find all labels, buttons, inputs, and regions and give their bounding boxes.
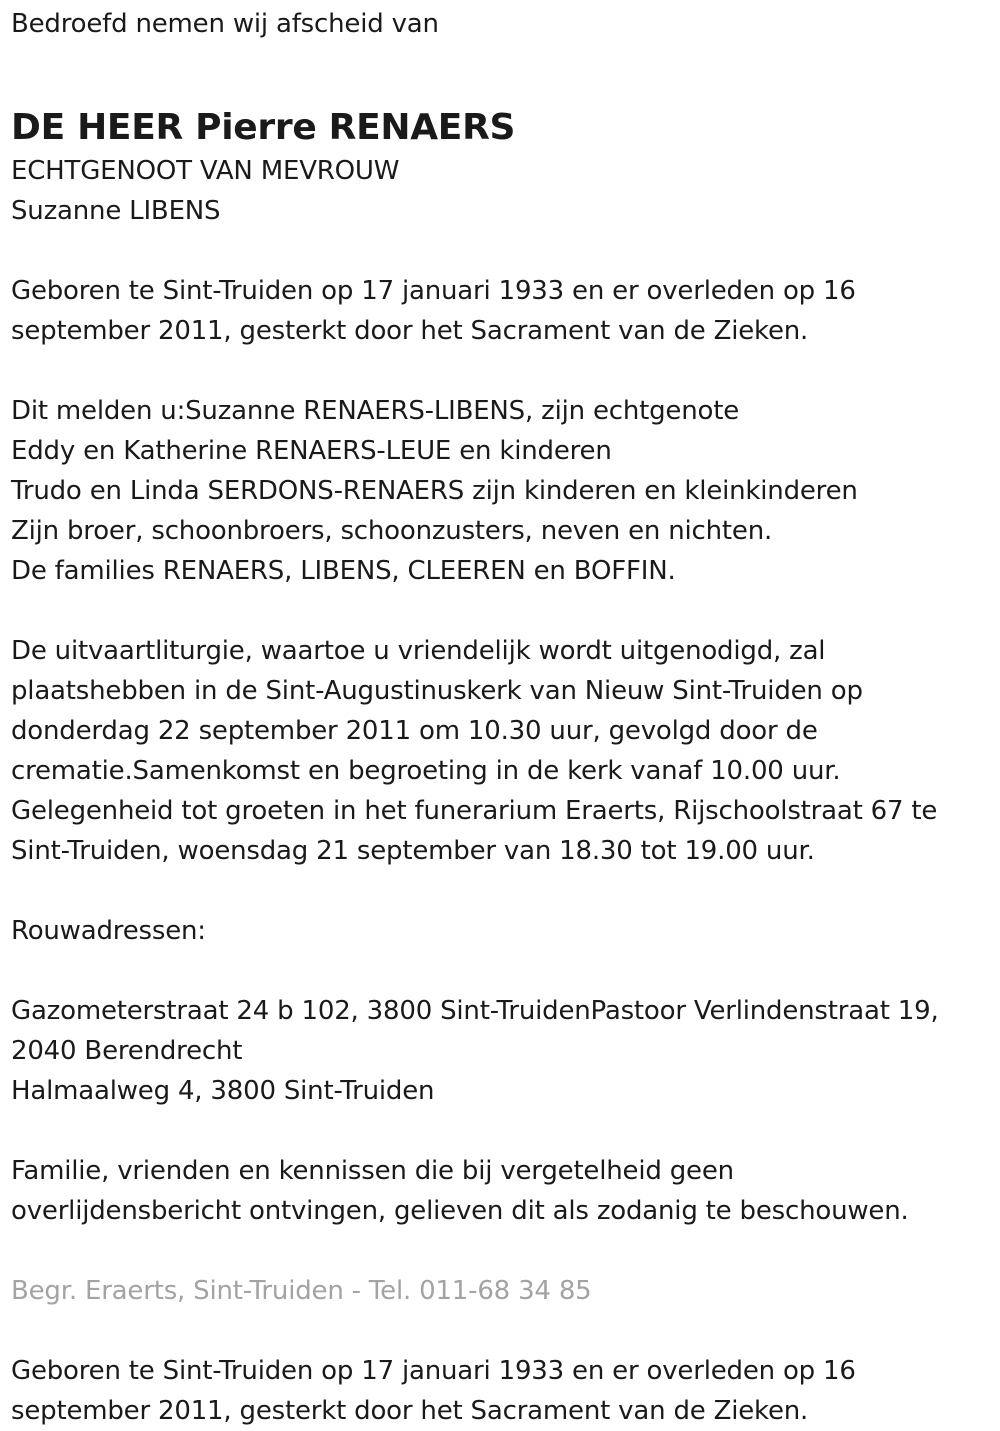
paragraph-line: september 2011, gesterkt door het Sacrament van de Zieken.	[11, 316, 809, 346]
announcer-line: De families RENAERS, LIBENS, CLEEREN en BOFFIN.	[11, 556, 676, 586]
spacer	[11, 351, 991, 391]
paragraph-line: Geboren te Sint-Truiden op 17 januari 1933 en er overleden op 16	[11, 1356, 856, 1386]
spouse-name: Suzanne LIBENS	[11, 196, 221, 226]
notice-line: overlijdensbericht ontvingen, gelieven dit als zodanig te beschouwen.	[11, 1196, 909, 1226]
address-line: Gazometerstraat 24 b 102, 3800 Sint-TruidenPastoor Verlindenstraat 19,	[11, 996, 939, 1026]
funeral-line: donderdag 22 september 2011 om 10.30 uur, gevolgd door de	[11, 716, 818, 746]
deceased-name: DE HEER Pierre RENAERS	[11, 107, 516, 148]
spacer	[11, 231, 991, 271]
address-line: 2040 Berendrecht	[11, 1036, 243, 1066]
paragraph-line: september 2011, gesterkt door het Sacrament van de Zieken.	[11, 1396, 809, 1426]
relation-text: ECHTGENOOT VAN MEVROUW	[11, 156, 400, 186]
announcer-line: Eddy en Katherine RENAERS-LEUE en kinderen	[11, 436, 612, 466]
funeral-line: Gelegenheid tot groeten in het funerarium Eraerts, Rijschoolstraat 67 te	[11, 796, 938, 826]
undertaker-info: Begr. Eraerts, Sint-Truiden - Tel. 011-68 34 85	[11, 1276, 592, 1306]
announcers-paragraph	[11, 391, 991, 591]
address-line: Halmaalweg 4, 3800 Sint-Truiden	[11, 1076, 435, 1106]
birth-death-paragraph	[11, 271, 991, 351]
obituary-document	[11, 0, 991, 1431]
funeral-paragraph	[11, 631, 991, 871]
spacer	[11, 871, 991, 911]
announcer-line: Trudo en Linda SERDONS-RENAERS zijn kinderen en kleinkinderen	[11, 476, 858, 506]
paragraph-line: Geboren te Sint-Truiden op 17 januari 1933 en er overleden op 16	[11, 276, 856, 306]
notice-line: Familie, vrienden en kennissen die bij vergetelheid geen	[11, 1156, 734, 1186]
spacer	[11, 1111, 991, 1151]
funeral-line: De uitvaartliturgie, waartoe u vriendelijk wordt uitgenodigd, zal	[11, 636, 826, 666]
announcer-line: Zijn broer, schoonbroers, schoonzusters, neven en nichten.	[11, 516, 773, 546]
funeral-line: plaatshebben in de Sint-Augustinuskerk van Nieuw Sint-Truiden op	[11, 676, 863, 706]
funeral-line: Sint-Truiden, woensdag 21 september van 18.30 tot 19.00 uur.	[11, 836, 815, 866]
addresses-paragraph	[11, 991, 991, 1111]
spacer	[11, 591, 991, 631]
birth-death-paragraph-repeat	[11, 1351, 991, 1431]
spacer	[11, 1311, 991, 1351]
mourning-addresses-label: Rouwadressen:	[11, 916, 206, 946]
announcer-line: Dit melden u:Suzanne RENAERS-LIBENS, zijn echtgenote	[11, 396, 739, 426]
funeral-line: crematie.Samenkomst en begroeting in de kerk vanaf 10.00 uur.	[11, 756, 841, 786]
notice-paragraph	[11, 1151, 991, 1231]
spacer	[11, 1231, 991, 1271]
intro-text: Bedroefd nemen wij afscheid van	[11, 9, 439, 39]
spacer	[11, 951, 991, 991]
